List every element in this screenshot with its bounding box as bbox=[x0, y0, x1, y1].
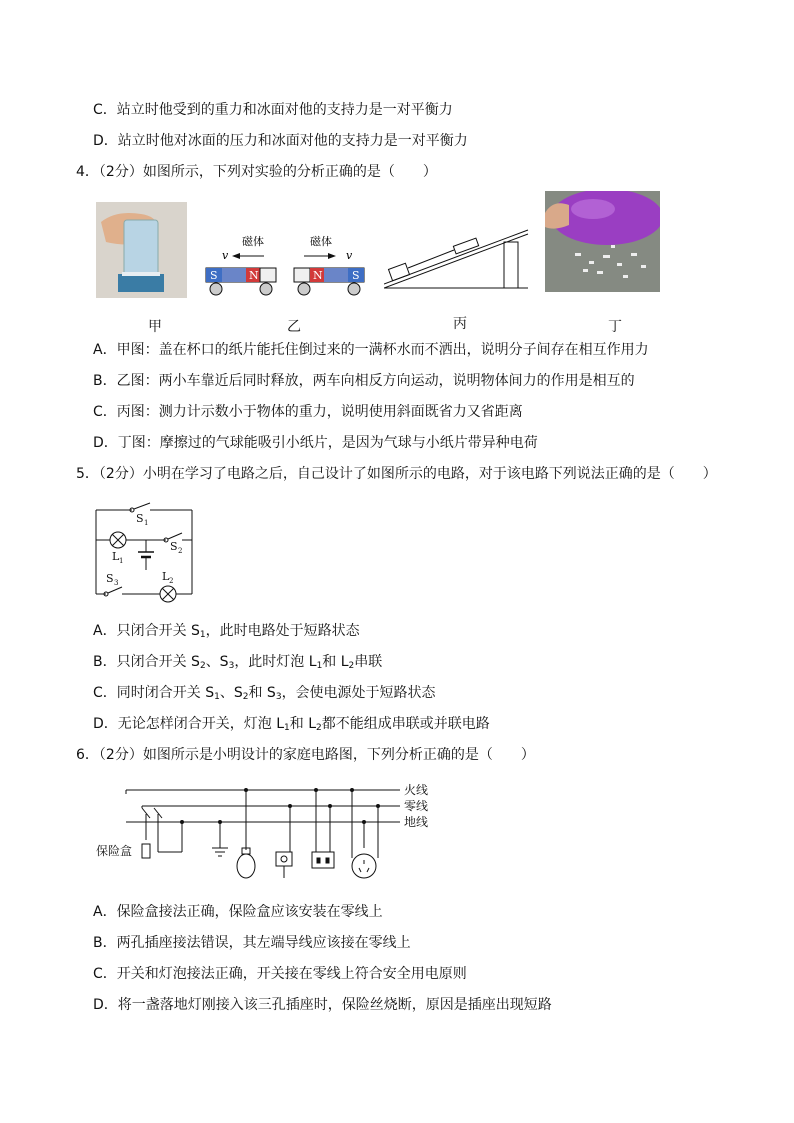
svg-text:1: 1 bbox=[119, 557, 124, 565]
ground-wire-label: 地线 bbox=[404, 815, 429, 829]
svg-text:L: L bbox=[112, 550, 120, 563]
inverted-cup-photo bbox=[96, 202, 187, 298]
svg-text:v: v bbox=[346, 249, 353, 262]
q6-option-b: B．两孔插座接法错误，其左端导线应该接在零线上 bbox=[93, 935, 411, 951]
q4-option-d: D．丁图：摩擦过的气球能吸引小纸片，是因为气球与小纸片带异种电荷 bbox=[93, 435, 538, 451]
q4-stem: 4．（2分）如图所示，下列对实验的分析正确的是（ ） bbox=[76, 164, 437, 180]
magnet-carts-figure bbox=[200, 228, 370, 300]
magnet-label-left: 磁体 bbox=[242, 235, 264, 248]
svg-text:N: N bbox=[313, 269, 323, 282]
q4-option-b: B．乙图：两小车靠近后同时释放，两车向相反方向运动，说明物体间力的作用是相互的 bbox=[93, 373, 635, 389]
household-circuit-diagram bbox=[96, 778, 436, 888]
q6-option-d: D．将一盏落地灯刚接入该三孔插座时，保险丝烧断，原因是插座出现短路 bbox=[93, 997, 552, 1013]
svg-text:S: S bbox=[352, 269, 360, 282]
incline-figure bbox=[384, 228, 530, 292]
q4-option-c: C．丙图：测力计示数小于物体的重力，说明使用斜面既省力又省距离 bbox=[93, 404, 523, 420]
svg-text:3: 3 bbox=[114, 579, 119, 587]
svg-text:S: S bbox=[136, 512, 144, 525]
neutral-wire-label: 零线 bbox=[404, 799, 429, 813]
q5-option-d: D．无论怎样闭合开关，灯泡 $L_1$和 $L_2$都不能组成串联或并联电路 bbox=[93, 716, 490, 733]
svg-text:N: N bbox=[249, 269, 259, 282]
svg-text:v: v bbox=[222, 249, 229, 262]
q5-option-c: C．同时闭合开关 $S_1$、$S_2$和 $S_3$，会使电源处于短路状态 bbox=[93, 685, 436, 702]
q6-option-c: C．开关和灯泡接法正确，开关接在零线上符合安全用电原则 bbox=[93, 966, 467, 982]
q5-stem: 5．（2分）小明在学习了电路之后，自己设计了如图所示的电路，对于该电路下列说法正确的是（ ） bbox=[76, 466, 717, 482]
live-wire-label: 火线 bbox=[404, 783, 429, 797]
q4-caption-ding: 丁 bbox=[608, 319, 622, 335]
svg-text:1: 1 bbox=[144, 519, 149, 527]
q3-option-d: D．站立时他对冰面的压力和冰面对他的支持力是一对平衡力 bbox=[93, 133, 468, 149]
q4-caption-bing: 丙 bbox=[453, 316, 467, 332]
svg-text:S: S bbox=[106, 572, 114, 585]
q5-option-a: A．只闭合开关 $S_1$，此时电路处于短路状态 bbox=[93, 623, 360, 640]
balloon-photo bbox=[545, 191, 660, 292]
svg-text:2: 2 bbox=[169, 577, 174, 585]
svg-text:L: L bbox=[162, 570, 170, 583]
q6-stem: 6．（2分）如图所示是小明设计的家庭电路图，下列分析正确的是（ ） bbox=[76, 747, 535, 763]
q5-option-b: B．只闭合开关 $S_2$、$S_3$，此时灯泡 $L_1$和 $L_2$串联 bbox=[93, 654, 383, 671]
q4-caption-jia: 甲 bbox=[148, 319, 162, 335]
q3-option-c: C．站立时他受到的重力和冰面对他的支持力是一对平衡力 bbox=[93, 102, 453, 118]
magnet-label-right: 磁体 bbox=[310, 235, 332, 248]
svg-text:S: S bbox=[210, 269, 218, 282]
q5-circuit-diagram bbox=[92, 500, 196, 604]
q4-option-a: A．甲图：盖在杯口的纸片能托住倒过来的一满杯水而不洒出，说明分子间存在相互作用力 bbox=[93, 342, 649, 358]
q6-option-a: A．保险盒接法正确，保险盒应该安装在零线上 bbox=[93, 904, 383, 920]
q4-caption-yi: 乙 bbox=[287, 319, 301, 335]
svg-text:S: S bbox=[170, 540, 178, 553]
svg-text:2: 2 bbox=[178, 547, 183, 555]
fuse-box-label: 保险盒 bbox=[96, 844, 133, 858]
